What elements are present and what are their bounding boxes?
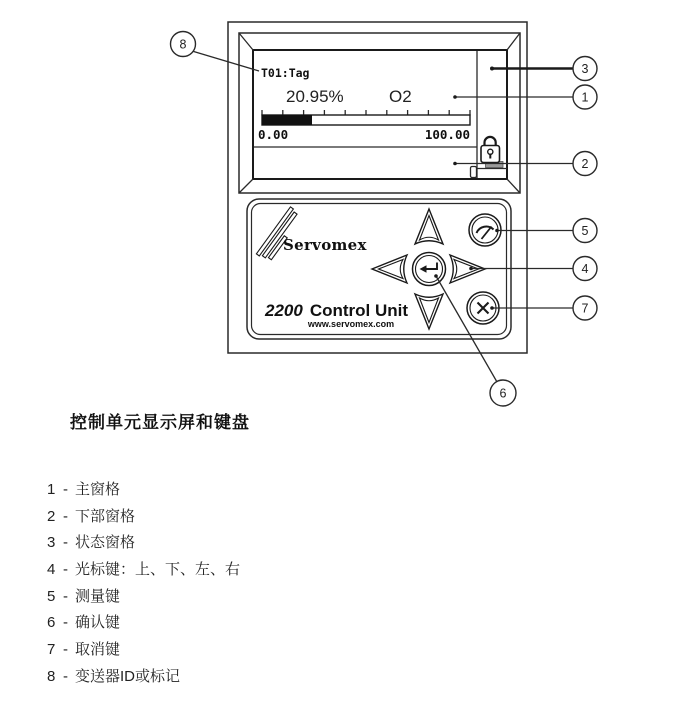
gas-label: O2 [389, 87, 412, 106]
legend-item-separator: - [63, 561, 68, 579]
callout-8 [171, 32, 196, 57]
scale-max-label: 100.00 [424, 127, 470, 142]
legend-item-number: 1 [47, 481, 56, 498]
callout-number-7: 7 [581, 301, 589, 316]
legend-item-number: 7 [47, 641, 56, 659]
website-text: www.servomex.com [307, 319, 395, 329]
legend-item-label: 确认键 [75, 614, 121, 632]
callout-number-6: 6 [499, 386, 507, 401]
legend-item-separator: - [63, 667, 68, 685]
legend-item [47, 478, 240, 505]
callout-2 [573, 152, 597, 176]
legend-item [47, 611, 240, 638]
transmitter-tag-text: T01:Tag [261, 66, 310, 80]
legend-item-separator: - [63, 614, 68, 632]
brand-text: Servomex [283, 236, 367, 254]
callout-number-3: 3 [581, 62, 589, 76]
legend-item-number: 6 [47, 614, 56, 632]
callout-number-8: 8 [179, 37, 187, 52]
legend-item-label: 下部窗格 [75, 507, 136, 525]
callout-4 [573, 257, 597, 281]
legend-item [47, 585, 240, 612]
callout-number-2: 2 [581, 157, 589, 171]
model-number: 2200 [265, 301, 303, 320]
callout-5 [573, 219, 597, 243]
legend-item-separator: - [63, 641, 68, 659]
legend-item [47, 638, 240, 665]
callout-6 [490, 380, 516, 406]
legend-item-separator: - [63, 587, 68, 605]
callout-number-5: 5 [581, 224, 589, 238]
legend-item [47, 665, 240, 692]
model-text [264, 301, 408, 320]
legend-item-number: 3 [47, 534, 56, 552]
legend-item-label: 状态窗格 [75, 534, 136, 552]
scale-min-label: 0.00 [258, 127, 289, 142]
model-name: Control Unit [309, 301, 409, 320]
bar-gauge-fill [262, 115, 312, 125]
legend-list [47, 478, 240, 692]
legend-item-number: 4 [47, 561, 56, 579]
legend-item [47, 558, 240, 585]
callout-7 [573, 296, 597, 320]
callout-number-4: 4 [581, 262, 589, 276]
legend-item-separator: - [63, 481, 68, 498]
legend-item-label: 取消键 [75, 641, 121, 659]
legend-item-label: 光标键：上、下、左、右 [75, 561, 241, 579]
callout-3 [573, 57, 597, 81]
legend-item-separator: - [63, 534, 68, 552]
reading-value: 20.95% [286, 87, 344, 106]
legend-item-number: 5 [47, 587, 56, 605]
status-pane-tab [471, 167, 477, 178]
figure-caption: 控制单元显示屏和键盘 [70, 413, 250, 432]
legend-item-label: 测量键 [75, 587, 121, 605]
callout-number-1: 1 [581, 90, 589, 105]
legend-item [47, 505, 240, 532]
legend-item-number: 2 [47, 507, 56, 525]
callout-1 [573, 85, 597, 109]
legend-item-number: 8 [47, 667, 56, 685]
enter-key [413, 253, 446, 286]
legend-item-separator: - [63, 507, 68, 525]
legend-item [47, 531, 240, 558]
legend-item-label: 主窗格 [75, 481, 121, 498]
legend-item-label: 变送器ID或标记 [75, 667, 181, 685]
